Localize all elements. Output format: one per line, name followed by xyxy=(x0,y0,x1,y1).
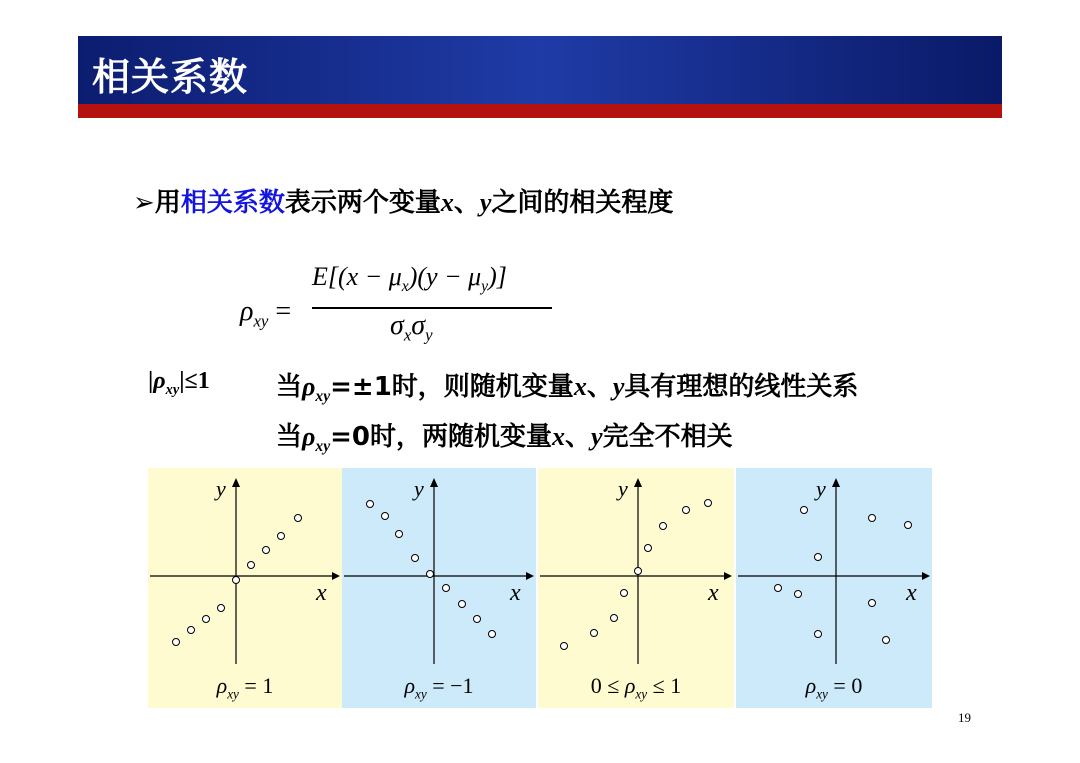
scatter-panel-positive xyxy=(148,468,342,708)
scatter-point xyxy=(591,630,598,637)
scatter-point xyxy=(801,507,808,514)
bullet-prefix: 用 xyxy=(154,188,181,218)
bullet-var-y: y xyxy=(479,188,492,217)
panel-caption: $\rho_{xy} = 1$ xyxy=(216,672,274,701)
formula-numerator: $E[(x - \mu_x)(y - \mu_y)]$ xyxy=(312,262,507,296)
scatter-point xyxy=(561,643,568,650)
condition-line-2: 当$\rho_{xy}=0$时，两随机变量x、y完全不相关 xyxy=(276,422,733,456)
scatter-point xyxy=(396,531,403,538)
y-axis-arrow-icon xyxy=(232,478,240,487)
scatter-point xyxy=(815,554,822,561)
scatter-point xyxy=(443,585,450,592)
scatter-point xyxy=(427,571,434,578)
scatter-point xyxy=(248,562,255,569)
scatter-point xyxy=(412,555,419,562)
bullet-arrow-icon: ➢ xyxy=(133,188,155,218)
y-axis-label: y xyxy=(414,476,424,501)
scatter-point xyxy=(869,600,876,607)
y-axis-arrow-icon xyxy=(430,478,438,487)
scatter-point xyxy=(660,523,667,530)
x-axis-arrow-icon xyxy=(724,572,732,580)
x-axis-label: x xyxy=(708,580,719,606)
scatter-point xyxy=(645,545,652,552)
scatter-point xyxy=(218,605,225,612)
scatter-point xyxy=(489,631,496,638)
fraction-bar xyxy=(312,307,552,309)
scatter-point xyxy=(883,637,890,644)
x-axis-label: x xyxy=(316,580,327,606)
scatter-point xyxy=(173,639,180,646)
bullet-line xyxy=(133,182,673,219)
y-axis-label: y xyxy=(216,476,226,501)
scatter-point xyxy=(188,627,195,634)
x-axis-label: x xyxy=(906,580,917,606)
bullet-highlight: 相关系数 xyxy=(180,188,285,218)
scatter-point xyxy=(233,577,240,584)
scatter-panel-negative xyxy=(342,468,536,708)
scatter-point xyxy=(295,515,302,522)
bullet-sep: 、 xyxy=(453,188,480,218)
scatter-point xyxy=(905,522,912,529)
scatter-point xyxy=(474,616,481,623)
scatter-point xyxy=(459,601,466,608)
abs-condition: $|\rho_{xy}|\le 1$ xyxy=(148,368,210,398)
formula-denominator: $\sigma_x\sigma_y$ xyxy=(390,310,433,345)
scatter-point xyxy=(621,590,628,597)
slide-title: 相关系数 xyxy=(92,55,249,99)
scatter-point xyxy=(367,501,374,508)
bullet-var-x: x xyxy=(440,188,454,217)
y-axis-arrow-icon xyxy=(634,478,642,487)
x-axis-arrow-icon xyxy=(922,572,930,580)
y-axis-arrow-icon xyxy=(832,478,840,487)
scatter-point xyxy=(705,500,712,507)
scatter-point xyxy=(263,547,270,554)
formula-lhs: $\rho_{xy}$ = xyxy=(240,296,292,331)
scatter-point xyxy=(683,507,690,514)
scatter-panel-partial xyxy=(538,468,734,708)
x-axis-label: x xyxy=(510,580,521,606)
scatter-point xyxy=(382,513,389,520)
bullet-text2: 之间的相关程度 xyxy=(491,188,674,218)
scatter-point xyxy=(775,585,782,592)
scatter-panel-uncorrelated xyxy=(736,468,932,708)
condition-line-1: 当$\rho_{xy}=\pm 1$时，则随机变量x、y具有理想的线性关系 xyxy=(276,372,859,406)
title-underline xyxy=(78,104,1002,118)
correlation-formula xyxy=(240,262,580,362)
scatter-point xyxy=(203,616,210,623)
panel-caption: $\rho_{xy} = 0$ xyxy=(805,672,863,701)
scatter-point xyxy=(278,533,285,540)
scatter-point xyxy=(635,568,642,575)
y-axis-label: y xyxy=(618,476,628,501)
y-axis-label: y xyxy=(816,476,826,501)
scatter-point xyxy=(795,591,802,598)
x-axis-arrow-icon xyxy=(332,572,340,580)
page-number: 19 xyxy=(958,710,971,725)
scatter-point xyxy=(869,515,876,522)
title-bar xyxy=(78,36,1002,104)
x-axis-arrow-icon xyxy=(526,572,534,580)
panel-caption: $0 \le \rho_{xy} \le 1$ xyxy=(590,672,682,701)
scatter-point xyxy=(611,615,618,622)
panel-caption: $\rho_{xy} = -1$ xyxy=(404,672,474,701)
scatter-point xyxy=(815,631,822,638)
bullet-text1: 表示两个变量 xyxy=(284,188,441,218)
